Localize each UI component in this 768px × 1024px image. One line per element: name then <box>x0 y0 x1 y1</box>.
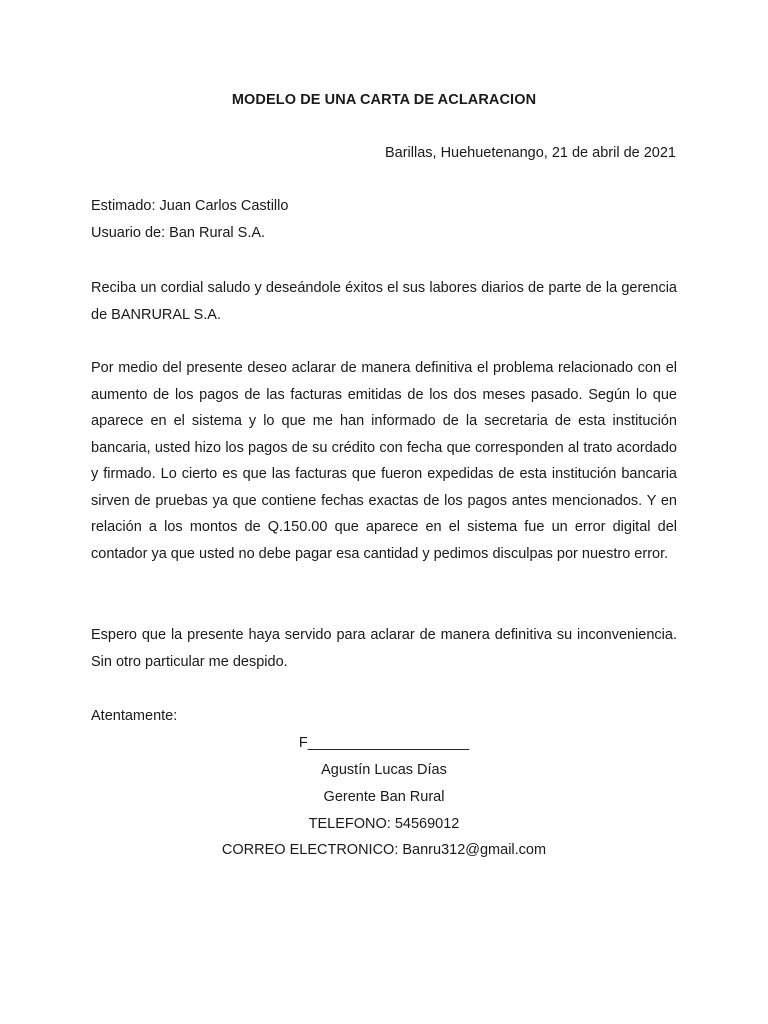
closing-paragraph: Espero que la presente haya servido para aclarar de manera definitiva su inconveniencia. Sin otro particular me despido. <box>91 627 677 670</box>
user-line: Usuario de: Ban Rural S.A. <box>91 225 266 241</box>
signer-phone: TELEFONO: 54569012 <box>308 816 460 832</box>
letter-title: MODELO DE UNA CARTA DE ACLARACION <box>231 92 537 108</box>
closing-salutation: Atentamente: <box>91 708 178 724</box>
signer-email: CORREO ELECTRONICO: Banru312@gmail.com <box>221 842 547 858</box>
greeting-paragraph: Reciba un cordial saludo y deseándole éxitos el sus labores diarios de parte de la gerencia de BANRURAL S.A. <box>91 280 677 323</box>
signer-role: Gerente Ban Rural <box>323 789 445 805</box>
recipient-line: Estimado: Juan Carlos Castillo <box>91 198 289 214</box>
signature-line: F____________________ <box>298 735 470 751</box>
date-line: Barillas, Huehuetenango, 21 de abril de 2021 <box>384 145 676 161</box>
signer-name: Agustín Lucas Días <box>321 762 447 778</box>
body-paragraph: Por medio del presente deseo aclarar de manera definitiva el problema relacionado con el aumento de los pagos de las facturas emitidas de los dos meses pasado. Según lo que aparece en el sistema y lo que me han informado de la secretaria de esta institución bancaria, usted hizo los pagos de su crédito con fecha que corresponden al trato acordado y firmado. Lo cierto es que las facturas que fueron expedidas de esta institución bancaria sirven de pruebas ya que contiene fechas exactas de los pagos antes mencionados. Y en relación a los montos de Q.150.00 que aparece en el sistema fue un error digital del contador ya que usted no debe pagar esa cantidad y pedimos disculpas por nuestro error. <box>91 360 677 562</box>
